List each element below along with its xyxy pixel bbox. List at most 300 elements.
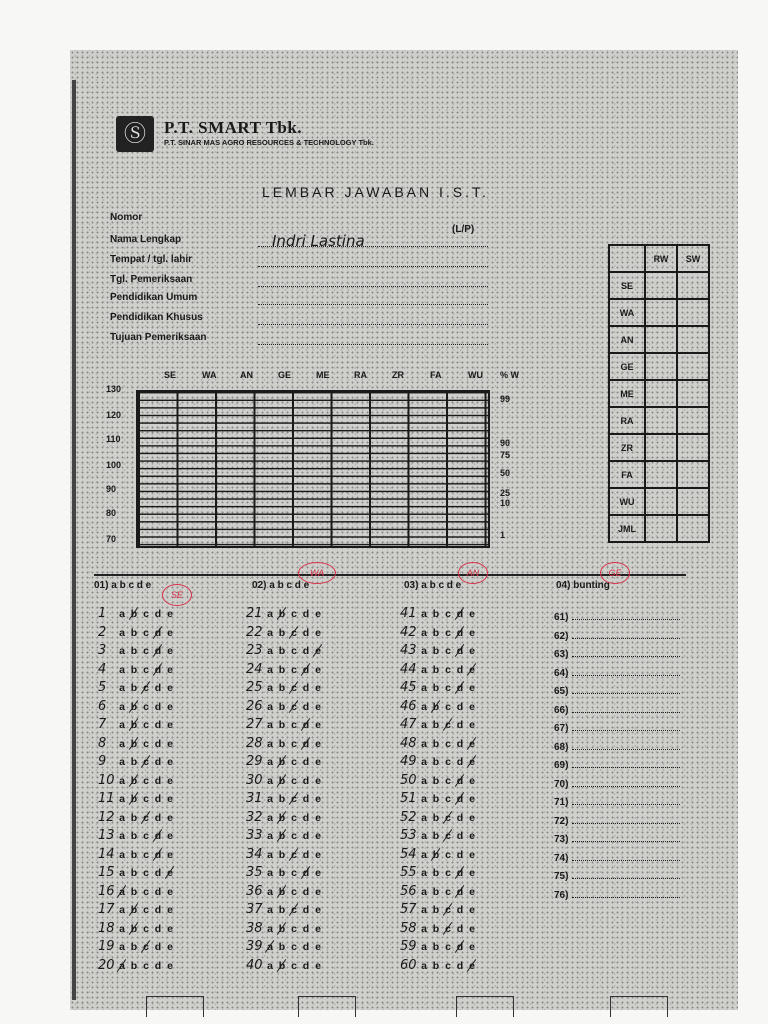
bottom-box xyxy=(456,996,514,1017)
percentile-tick: 99 xyxy=(500,394,511,404)
bottom-box xyxy=(298,996,356,1017)
answer-option: d xyxy=(154,885,162,898)
question-number: 13 xyxy=(98,828,115,843)
answer-option: c xyxy=(143,959,149,972)
answer-row xyxy=(98,773,176,788)
answer-option: d xyxy=(454,608,466,620)
essay-number: 69) xyxy=(554,760,569,771)
answer-row xyxy=(400,754,478,769)
scale-tick: 90 xyxy=(106,484,117,494)
answer-row xyxy=(246,884,324,899)
answer-row xyxy=(246,717,324,732)
essay-number: 62) xyxy=(554,630,569,642)
answer-row xyxy=(400,606,478,621)
answer-option: d xyxy=(152,627,164,639)
answer-option: e xyxy=(312,645,324,657)
score-cell xyxy=(677,353,709,380)
essay-number: 63) xyxy=(554,649,569,660)
score-cell xyxy=(645,407,677,434)
answer-row xyxy=(98,958,176,973)
answer-option: e xyxy=(315,774,321,787)
answer-option: e xyxy=(167,682,173,694)
answer-option: e xyxy=(167,774,173,787)
score-cell xyxy=(677,461,709,488)
answer-option: d xyxy=(302,830,310,842)
percentile-tick: 25 xyxy=(500,488,511,498)
answer-option: c xyxy=(291,608,297,620)
answer-option: c xyxy=(445,793,451,805)
answer-option: a xyxy=(421,626,427,639)
essay-blank xyxy=(572,730,680,731)
score-cell xyxy=(645,326,677,353)
question-number: 17 xyxy=(98,902,115,917)
essay-line xyxy=(554,760,680,771)
answer-option: b xyxy=(276,830,288,842)
answer-option: b xyxy=(128,775,140,787)
answer-option: c xyxy=(442,923,454,935)
answer-option: d xyxy=(154,719,162,731)
answer-option: c xyxy=(143,737,149,750)
answer-option: b xyxy=(432,756,440,768)
answer-option: c xyxy=(445,848,451,861)
essay-blank xyxy=(572,656,680,657)
profile-grid xyxy=(136,390,490,548)
answer-option: c xyxy=(445,608,451,620)
essay-line xyxy=(554,779,680,790)
answer-option: c xyxy=(143,830,149,842)
answer-option: a xyxy=(267,626,273,639)
answer-option: a xyxy=(267,811,273,824)
section-tag-circle: AN xyxy=(458,562,488,584)
answer-option: d xyxy=(456,663,464,676)
answer-option: d xyxy=(454,886,466,898)
profile-column-ra: RA xyxy=(354,370,367,380)
answer-option: a xyxy=(267,608,273,620)
answer-option: b xyxy=(128,608,140,620)
answer-option: e xyxy=(167,626,173,639)
answer-option: a xyxy=(119,811,125,824)
answer-option: e xyxy=(315,959,321,972)
essay-blank xyxy=(572,712,680,713)
answer-option: b xyxy=(432,904,440,916)
answer-row xyxy=(246,902,324,917)
answer-option: a xyxy=(267,904,273,916)
answer-option: d xyxy=(454,682,466,694)
answer-option: e xyxy=(167,756,173,768)
answer-option: a xyxy=(119,922,125,935)
answer-option: d xyxy=(302,922,310,935)
question-number: 57 xyxy=(400,902,417,917)
question-number: 4 xyxy=(98,661,107,677)
answer-row xyxy=(400,736,478,751)
answer-option: b xyxy=(130,830,138,842)
question-number: 7 xyxy=(98,717,107,732)
answer-option: d xyxy=(302,904,310,916)
answer-option: d xyxy=(152,830,164,842)
answer-option: b xyxy=(130,848,138,861)
answer-option: d xyxy=(154,867,162,879)
answer-option: b xyxy=(432,719,440,731)
answer-option: b xyxy=(432,941,440,953)
company-logo-icon: Ⓢ xyxy=(116,116,154,152)
answer-option: d xyxy=(302,700,310,713)
answer-option: d xyxy=(300,867,312,879)
answer-option: b xyxy=(130,885,138,898)
answer-row xyxy=(400,662,478,677)
question-number: 27 xyxy=(246,717,263,732)
question-number: 38 xyxy=(246,920,263,936)
question-number: 34 xyxy=(246,846,263,862)
answer-option: e xyxy=(466,664,478,676)
answer-row xyxy=(246,625,324,640)
answer-option: a xyxy=(116,960,128,972)
score-row-label: JML xyxy=(609,515,645,542)
answer-row xyxy=(98,791,176,806)
question-number: 55 xyxy=(400,865,417,880)
answer-option: a xyxy=(421,922,427,935)
question-number: 19 xyxy=(98,939,115,954)
question-number: 33 xyxy=(246,828,263,843)
answer-option: b xyxy=(128,719,140,731)
answer-option: a xyxy=(119,719,125,731)
answer-option: a xyxy=(421,830,427,842)
answer-row xyxy=(246,606,324,621)
answer-option: d xyxy=(302,811,310,824)
answer-row xyxy=(246,680,324,695)
essay-blank xyxy=(572,823,680,824)
answer-option: e xyxy=(466,960,478,972)
answer-option: d xyxy=(152,645,164,657)
field-line xyxy=(258,256,488,267)
answer-option: c xyxy=(445,867,451,879)
answer-row xyxy=(246,754,324,769)
answer-option: a xyxy=(119,848,125,861)
answer-option: b xyxy=(276,960,288,972)
answer-option: a xyxy=(421,756,427,768)
answer-option: a xyxy=(421,700,427,713)
answer-option: c xyxy=(445,774,451,787)
answer-option: e xyxy=(469,608,475,620)
essay-line xyxy=(554,890,680,901)
answer-option: c xyxy=(140,941,152,953)
essay-line xyxy=(554,705,680,716)
answer-option: a xyxy=(119,904,125,916)
question-number: 36 xyxy=(246,883,263,899)
score-table xyxy=(608,244,710,543)
answer-option: c xyxy=(291,737,297,750)
question-number: 56 xyxy=(400,883,417,899)
field-label: Tgl. Pemeriksaan xyxy=(110,274,193,285)
score-row-label: WU xyxy=(609,488,645,515)
answer-option: c xyxy=(291,719,297,731)
answer-option: b xyxy=(432,774,440,787)
question-number: 43 xyxy=(400,643,417,658)
answer-option: a xyxy=(119,756,125,768)
answer-row xyxy=(98,902,176,917)
answer-option: e xyxy=(167,793,173,805)
question-number: 20 xyxy=(98,957,115,973)
answer-option: b xyxy=(432,626,440,639)
answer-option: b xyxy=(432,811,440,824)
answer-option: c xyxy=(143,626,149,639)
scale-tick: 110 xyxy=(106,434,121,444)
answer-option: c xyxy=(143,848,149,861)
answer-option: e xyxy=(315,608,321,620)
answer-option: a xyxy=(267,793,273,805)
answer-option: c xyxy=(291,922,297,935)
question-number: 16 xyxy=(98,883,115,899)
answer-option: e xyxy=(315,737,321,750)
question-number: 47 xyxy=(400,717,417,732)
field-label: Tempat / tgl. lahir xyxy=(110,254,193,265)
question-number: 53 xyxy=(400,828,417,843)
answer-option: a xyxy=(119,608,125,620)
answer-option: a xyxy=(421,663,427,676)
answer-option: e xyxy=(315,626,321,639)
answer-option: e xyxy=(466,756,478,768)
answer-option: b xyxy=(276,608,288,620)
answer-option: c xyxy=(445,885,451,898)
answer-option: c xyxy=(445,663,451,676)
score-header-rw: RW xyxy=(645,245,677,272)
answer-option: b xyxy=(432,645,440,657)
answer-option: e xyxy=(315,904,321,916)
essay-number: 75) xyxy=(554,871,569,882)
answer-option: b xyxy=(432,737,440,750)
answer-option: a xyxy=(119,700,125,713)
essay-line xyxy=(554,816,680,827)
score-cell xyxy=(677,488,709,515)
answer-option: b xyxy=(278,904,286,916)
scale-tick: 80 xyxy=(106,508,117,518)
essay-number: 74) xyxy=(554,852,569,864)
question-number: 31 xyxy=(246,791,263,806)
answer-option: b xyxy=(278,700,286,713)
answer-option: b xyxy=(278,645,286,657)
profile-column-se: SE xyxy=(164,370,177,380)
answer-option: c xyxy=(143,645,149,657)
essay-number: 70) xyxy=(554,778,569,790)
answer-row xyxy=(98,606,176,621)
score-cell xyxy=(645,434,677,461)
answer-row xyxy=(400,828,478,843)
answer-option: c xyxy=(143,700,149,713)
answer-option: d xyxy=(302,848,310,861)
question-number: 58 xyxy=(400,920,417,936)
score-cell xyxy=(677,434,709,461)
answer-row xyxy=(246,791,324,806)
answer-option: d xyxy=(454,941,466,953)
answer-option: e xyxy=(167,737,173,750)
question-number: 23 xyxy=(246,643,263,658)
answer-option: d xyxy=(154,774,162,787)
answer-row xyxy=(246,921,324,936)
score-row-label: FA xyxy=(609,461,645,488)
section-tag-circle: SE xyxy=(162,584,192,606)
answer-option: a xyxy=(267,867,273,879)
answer-row xyxy=(400,958,478,973)
answer-option: d xyxy=(300,719,312,731)
scale-tick: 100 xyxy=(106,460,122,470)
answer-option: e xyxy=(469,848,475,861)
question-number: 50 xyxy=(400,772,417,788)
question-number: 42 xyxy=(400,624,417,640)
answer-option: c xyxy=(445,626,451,639)
question-number: 52 xyxy=(400,809,417,825)
answer-option: c xyxy=(291,811,297,824)
answer-option: d xyxy=(302,885,310,898)
essay-line xyxy=(554,668,680,679)
answer-option: e xyxy=(469,867,475,879)
question-number: 48 xyxy=(400,735,417,751)
answer-option: b xyxy=(130,626,138,639)
answer-option: d xyxy=(454,645,466,657)
score-row-label: SE xyxy=(609,272,645,299)
answer-option: a xyxy=(421,719,427,731)
answer-option: e xyxy=(315,793,321,805)
answer-option: b xyxy=(278,626,286,639)
answer-option: d xyxy=(456,904,464,916)
answer-option: c xyxy=(140,756,152,768)
question-number: 21 xyxy=(246,606,263,621)
question-number: 22 xyxy=(246,624,263,640)
answer-option: b xyxy=(432,885,440,898)
section-tag-circle: GE xyxy=(600,562,630,584)
answer-option: c xyxy=(291,959,297,972)
question-number: 15 xyxy=(98,865,115,880)
profile-column-an: AN xyxy=(240,370,253,380)
score-row-label: ZR xyxy=(609,434,645,461)
essay-number: 65) xyxy=(554,686,569,697)
answer-option: c xyxy=(143,663,149,676)
answer-option: d xyxy=(302,626,310,639)
question-number: 40 xyxy=(246,957,263,973)
answer-option: e xyxy=(167,830,173,842)
answer-row xyxy=(98,662,176,677)
answer-option: d xyxy=(154,700,162,713)
answer-option: c xyxy=(442,719,454,731)
answer-option: c xyxy=(288,627,300,639)
answer-option: c xyxy=(288,682,300,694)
answer-row xyxy=(98,828,176,843)
answer-option: e xyxy=(469,626,475,639)
answer-row xyxy=(400,699,478,714)
answer-row xyxy=(98,921,176,936)
answer-option: b xyxy=(278,737,286,750)
answer-option: a xyxy=(119,793,125,805)
answer-option: a xyxy=(421,811,427,824)
answer-option: b xyxy=(130,645,138,657)
answer-option: e xyxy=(167,645,173,657)
answer-option: e xyxy=(315,922,321,935)
answer-option: a xyxy=(267,682,273,694)
answer-option: c xyxy=(291,941,297,953)
question-number: 10 xyxy=(98,772,115,788)
answer-option: d xyxy=(456,700,464,713)
scale-tick: 120 xyxy=(106,410,122,420)
answer-option: b xyxy=(278,719,286,731)
score-cell xyxy=(645,488,677,515)
answer-option: e xyxy=(315,663,321,676)
essay-line xyxy=(554,612,680,623)
percentile-tick: 90 xyxy=(500,438,511,448)
answer-option: d xyxy=(454,793,466,805)
answer-option: e xyxy=(469,645,475,657)
answer-row xyxy=(400,939,478,954)
answer-option: e xyxy=(167,959,173,972)
answer-row xyxy=(246,736,324,751)
profile-column-zr: ZR xyxy=(392,370,404,380)
question-number: 32 xyxy=(246,809,263,825)
answer-option: d xyxy=(152,664,164,676)
answer-option: a xyxy=(119,682,125,694)
question-number: 46 xyxy=(400,698,417,714)
answer-option: c xyxy=(288,849,300,861)
answer-option: d xyxy=(154,959,162,972)
answer-option: c xyxy=(445,959,451,972)
answer-option: a xyxy=(119,867,125,879)
essay-blank xyxy=(572,675,680,676)
field-line xyxy=(258,294,488,305)
score-cell xyxy=(645,380,677,407)
answer-row xyxy=(98,847,176,862)
answer-option: d xyxy=(456,811,464,824)
handwritten-name: Indri Lastina xyxy=(272,232,365,250)
answer-option: e xyxy=(469,811,475,824)
essay-blank xyxy=(572,786,680,787)
section-header: 02) a b c d e xyxy=(252,580,310,591)
answer-option: e xyxy=(469,830,475,842)
answer-option: b xyxy=(430,849,442,861)
answer-option: d xyxy=(154,811,162,824)
essay-blank xyxy=(572,619,680,620)
answer-option: b xyxy=(432,867,440,879)
question-number: 12 xyxy=(98,809,115,825)
answer-option: c xyxy=(291,774,297,787)
answer-option: c xyxy=(288,793,300,805)
answer-option: e xyxy=(466,738,478,750)
answer-row xyxy=(400,643,478,658)
answer-option: b xyxy=(432,793,440,805)
essay-number: 66) xyxy=(554,704,569,716)
company-name: P.T. SMART Tbk. xyxy=(164,118,303,137)
answer-option: d xyxy=(154,904,162,916)
question-number: 28 xyxy=(246,735,263,751)
answer-option: c xyxy=(291,867,297,879)
score-cell xyxy=(677,326,709,353)
question-number: 2 xyxy=(98,624,107,640)
answer-option: c xyxy=(143,885,149,898)
answer-row xyxy=(400,810,478,825)
answer-option: c xyxy=(143,867,149,879)
essay-number: 68) xyxy=(554,741,569,753)
field-line xyxy=(258,276,488,287)
answer-option: e xyxy=(167,941,173,953)
answer-row xyxy=(246,699,324,714)
answer-option: e xyxy=(167,904,173,916)
answer-option: b xyxy=(128,923,140,935)
answer-option: a xyxy=(267,756,273,768)
field-line xyxy=(258,314,488,325)
essay-blank xyxy=(572,878,680,879)
essay-number: 73) xyxy=(554,834,569,845)
section-divider xyxy=(94,574,686,576)
percentile-header: % W xyxy=(500,370,519,380)
answer-option: d xyxy=(454,627,466,639)
question-number: 24 xyxy=(246,661,263,677)
answer-row xyxy=(98,680,176,695)
answer-option: b xyxy=(278,848,286,861)
